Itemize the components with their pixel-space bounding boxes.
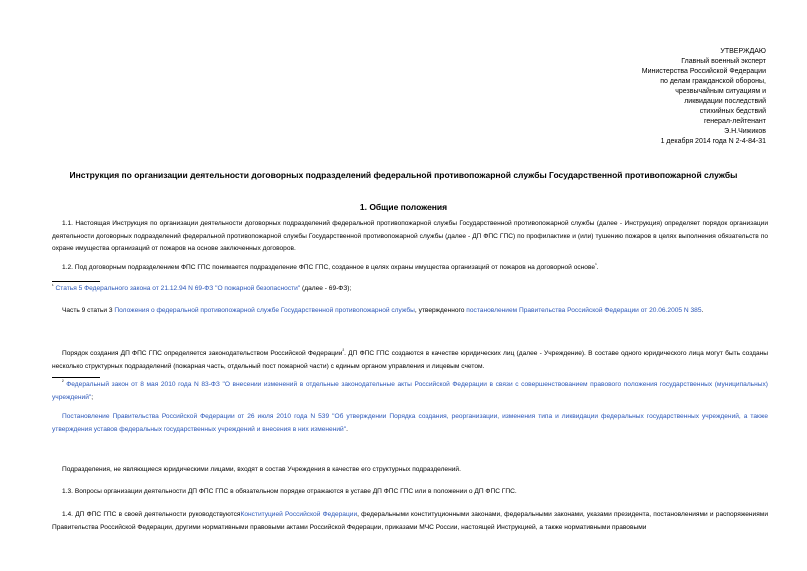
footnote-mark-2: ² — [62, 378, 64, 385]
footnote-divider — [52, 377, 100, 378]
footnote-ref-1[interactable]: ¹ — [595, 261, 597, 268]
approval-line: стихийных бедствий — [699, 108, 766, 115]
footnote-1-link[interactable]: Статья 5 Федерального закона от 21.12.94 N 69-ФЗ "О пожарной безопасности" — [55, 285, 301, 292]
approval-block — [536, 47, 766, 147]
footnote-1 — [52, 283, 768, 296]
section-heading: 1. Общие положения — [359, 202, 448, 212]
constitution-link[interactable]: Конституцией Российской Федерации — [240, 511, 358, 518]
approval-line: генерал-лейтенант — [704, 118, 766, 125]
paragraph-order — [52, 348, 768, 373]
approval-date: 1 декабря 2014 года N 2-4-84-31 — [660, 138, 766, 145]
approval-line: Главный военный эксперт — [681, 58, 766, 65]
footnote-mark-1: ¹ — [52, 282, 54, 289]
paragraph-units: Подразделения, не являющиеся юридическими лицами, входят в состав Учреждения в качестве его структурных подразделений. — [62, 466, 461, 473]
footnote-1b-mid: , утвержденного — [414, 307, 467, 314]
footnote-divider — [52, 281, 100, 282]
approval-line: по делам гражданской обороны, — [660, 78, 766, 85]
footnote-1b-pre: Часть 9 статьи 3 — [62, 307, 115, 314]
footnote-1b-link-regulation[interactable]: Положения о федеральной противопожарной службе Государственной противопожарной службы — [114, 307, 415, 314]
approval-line: ликвидации последствий — [684, 98, 766, 105]
paragraph-1-4-pre: 1.4. ДП ФПС ГПС в своей деятельности руководствуются — [62, 511, 241, 518]
footnote-2-tail: ; — [91, 393, 94, 401]
footnote-1-tail: (далее - 69-ФЗ); — [300, 285, 352, 292]
footnote-2 — [52, 379, 768, 404]
paragraph-1-3: 1.3. Вопросы организации деятельности ДП ФПС ГПС в обязательном порядке отражаются в уставе ДП ФПС ГПС или в положении о ДП ФПС ГПС. — [62, 488, 517, 495]
footnote-2b — [52, 411, 768, 436]
footnote-1b — [52, 305, 768, 318]
paragraph-1-2-text: 1.2. Под договорным подразделением ФПС ГПС понимается подразделение ФПС ГПС, созданное в целях охраны имущества организаций от пожаров на договорной основе — [62, 264, 596, 271]
paragraph-1-4-post: , федеральными конституционными законами, федеральными законами, указами президента, постановлениями и распоряжениями Правительства Российской Федерации, другими нормативными правовыми актами Российской Федерации, приказами МЧС России, настоящей Инструкцией, а также нормативными правовыми — [52, 511, 769, 531]
footnote-2-link[interactable]: Федеральный закон от 8 мая 2010 года N 83-ФЗ "О внесении изменений в отдельные законодательные акты Российской Федерации в связи с совершенствованием правового положения государственных (муниципальных) учреждений" — [52, 381, 768, 401]
paragraph-1-2: 1.2. Под договорным подразделением ФПС ГПС понимается подразделение ФПС ГПС, созданное в целях охраны имущества организаций от пожаров на договорной основе$^{^1}$. — [62, 261, 599, 271]
approval-line: Министерства Российской Федерации — [641, 68, 766, 75]
footnote-ref-2[interactable]: ² — [342, 347, 345, 354]
paragraph-1-1: 1.1. Настоящая Инструкция по организации деятельности договорных подразделений федеральной противопожарной службы Государственной противопожарной службы (далее - Инструкция) определяет порядок организации деятельности договорных подразделений федеральной противопожарной службы Государственной противопожарной службы (далее - ДП ФПС ГПС) по профилактике и (или) тушению пожаров в целях выполнения обязательств по охране имущества организаций от пожаров на основе заключенных договоров. — [52, 220, 768, 252]
paragraph-order-pre: Порядок создания ДП ФПС ГПС определяется законодательством Российской Федерации — [62, 350, 343, 357]
footnote-1b-link-decree[interactable]: постановлением Правительства Российской Федерации от 20.06.2005 N 385 — [466, 307, 702, 314]
approval-signatory: Э.Н.Чижиков — [724, 128, 766, 135]
paragraph-1-4 — [52, 509, 768, 534]
paragraph-order-post: . ДП ФПС ГПС создаются в качестве юридических лиц (далее - Учреждение). В составе одного юридического лица могут быть созданы несколько структурных подразделений (пожарная часть, отдельный пост пожарной части) с единым органом управления и лицевым счетом. — [52, 350, 768, 370]
document-title: Инструкция по организации деятельности договорных подразделений федеральной противопожарной службы Государственной противопожарной службы — [69, 170, 738, 180]
approval-line: чрезвычайным ситуациям и — [675, 88, 766, 95]
approval-heading: УТВЕРЖДАЮ — [720, 48, 766, 55]
footnote-1b-end: . — [701, 307, 704, 314]
footnote-2b-tail: . — [346, 425, 348, 433]
footnote-2b-link[interactable]: Постановление Правительства Российской Федерации от 26 июля 2010 года N 539 "Об утверждении Порядка создания, реорганизации, изменения типа и ликвидации федеральных государственных учреждений, а также утверждения уставов федеральных государственных учреждений и внесения в них изменений" — [52, 413, 768, 433]
